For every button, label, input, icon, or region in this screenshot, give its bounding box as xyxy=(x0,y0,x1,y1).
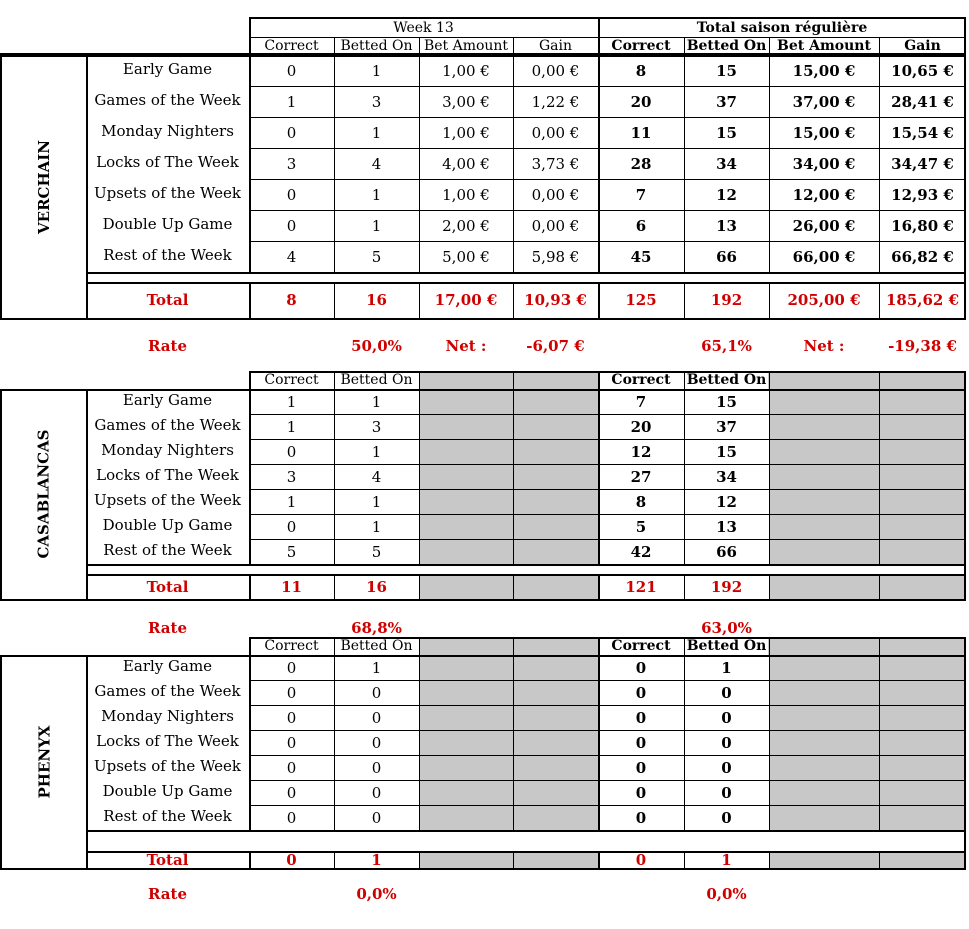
season-value: 0 xyxy=(635,683,647,702)
season-value: 0 xyxy=(635,758,647,777)
net-label: Net : xyxy=(445,337,487,355)
week-value: 0,00 € xyxy=(531,185,580,204)
column-header: Betted On xyxy=(686,37,767,54)
week-value: 0 xyxy=(371,808,382,827)
week-value: 1 xyxy=(286,417,297,436)
grid-line-v xyxy=(879,637,880,655)
season-value: 45 xyxy=(630,247,652,266)
season-value: 0 xyxy=(635,658,647,677)
grid-line-v xyxy=(513,637,514,655)
column-header: Betted On xyxy=(686,638,767,654)
total-label: Total xyxy=(146,850,189,869)
category-label: Locks of The Week xyxy=(96,732,239,750)
week-value: 0 xyxy=(286,758,297,777)
week-value: 1 xyxy=(371,185,382,204)
season-value: 6 xyxy=(635,216,647,235)
season-value: 5 xyxy=(635,517,647,536)
season-value: 1 xyxy=(721,658,732,677)
week-value: 0 xyxy=(286,683,297,702)
week-total: 0 xyxy=(286,850,297,869)
category-label: Upsets of the Week xyxy=(93,757,242,775)
season-total: 1 xyxy=(721,850,732,869)
week-value: 0 xyxy=(286,658,297,677)
column-header: Betted On xyxy=(340,37,413,54)
rate-label: Rate xyxy=(147,885,187,903)
season-value: 0 xyxy=(721,683,732,702)
season-value: 15,00 € xyxy=(792,123,856,142)
week-value: 3 xyxy=(286,467,297,486)
total-label: Total xyxy=(146,291,189,309)
season-value: 7 xyxy=(635,392,647,411)
team-name-label: VERCHAIN xyxy=(35,139,54,234)
season-value: 0 xyxy=(721,708,732,727)
week-value: 1,00 € xyxy=(442,185,490,204)
season-value: 34 xyxy=(716,154,737,173)
week-value: 1 xyxy=(371,61,382,80)
week-value: 0 xyxy=(286,61,297,80)
season-value: 34,00 € xyxy=(792,154,856,173)
team-name-label: CASABLANCAS xyxy=(35,429,53,559)
column-header: Bet Amount xyxy=(423,37,509,54)
gray-cell xyxy=(420,851,598,868)
grid-line-v xyxy=(769,655,770,830)
week-value: 0 xyxy=(286,517,297,536)
grid-line-v xyxy=(513,655,514,830)
week-value: 0 xyxy=(286,216,297,235)
season-value: 66 xyxy=(716,542,737,561)
grid-line-h xyxy=(86,564,966,566)
gray-cell xyxy=(420,389,598,564)
week-value: 1 xyxy=(286,392,297,411)
week-value: 0 xyxy=(371,733,382,752)
grid-line-v xyxy=(964,655,966,870)
category-label: Double Up Game xyxy=(102,782,233,800)
season-header: Total saison régulière xyxy=(696,20,868,36)
grid-line-v xyxy=(419,655,420,830)
week-total: 16 xyxy=(366,291,387,309)
category-label: Double Up Game xyxy=(102,516,233,534)
season-value: 0 xyxy=(635,708,647,727)
week-total: 17,00 € xyxy=(434,291,498,309)
season-value: 0 xyxy=(721,808,732,827)
week-total: 16 xyxy=(366,577,387,596)
season-value: 0 xyxy=(721,733,732,752)
grid-line-v xyxy=(769,389,770,564)
gray-cell xyxy=(420,655,598,830)
week-value: 1 xyxy=(371,123,382,142)
team-name xyxy=(2,655,86,868)
rate-label: Rate xyxy=(147,337,187,355)
gray-cell xyxy=(769,574,964,599)
season-value: 15,54 € xyxy=(891,123,954,142)
category-label: Double Up Game xyxy=(102,215,233,233)
week-header: Week 13 xyxy=(393,20,454,36)
season-value: 42 xyxy=(630,542,652,561)
week-value: 1 xyxy=(371,658,382,677)
gray-cell xyxy=(769,851,964,868)
grid-line-h xyxy=(86,272,966,274)
team-name xyxy=(2,55,86,318)
week-value: 1 xyxy=(371,392,382,411)
grid-line-v xyxy=(513,389,514,564)
season-value: 12 xyxy=(716,492,737,511)
gray-cell xyxy=(420,574,598,599)
season-total: 0 xyxy=(635,850,647,869)
grid-line-v xyxy=(879,574,880,599)
week-value: 4,00 € xyxy=(442,154,490,173)
season-value: 15 xyxy=(716,123,737,142)
grid-line-v xyxy=(419,851,420,868)
season-value: 20 xyxy=(630,417,652,436)
season-value: 26,00 € xyxy=(792,216,856,235)
season-value: 37 xyxy=(716,417,737,436)
category-label: Upsets of the Week xyxy=(93,491,242,509)
season-total: 185,62 € xyxy=(885,291,960,309)
season-value: 66,82 € xyxy=(891,247,954,266)
category-label: Locks of The Week xyxy=(96,466,239,484)
week-value: 4 xyxy=(286,247,297,266)
season-value: 13 xyxy=(716,216,737,235)
season-value: 7 xyxy=(635,185,647,204)
season-value: 0 xyxy=(635,733,647,752)
season-value: 10,65 € xyxy=(891,61,954,80)
season-value: 8 xyxy=(635,61,647,80)
grid-line-v xyxy=(964,389,966,601)
gray-cell xyxy=(769,373,964,389)
week-value: 0 xyxy=(286,123,297,142)
category-label: Rest of the Week xyxy=(103,807,232,825)
week-value: 0 xyxy=(371,783,382,802)
week-value: 1,00 € xyxy=(442,123,490,142)
column-header: Bet Amount xyxy=(777,37,871,54)
week-value: 5 xyxy=(286,542,297,561)
grid-line-v xyxy=(769,371,770,389)
rate-label: Rate xyxy=(147,619,187,637)
category-label: Upsets of the Week xyxy=(93,184,242,202)
column-header: Correct xyxy=(611,638,671,654)
week-value: 3 xyxy=(371,92,382,111)
category-label: Monday Nighters xyxy=(101,707,234,725)
category-label: Games of the Week xyxy=(94,91,241,109)
week-value: 0 xyxy=(286,783,297,802)
season-value: 27 xyxy=(630,467,652,486)
grid-line-h xyxy=(86,830,966,832)
grid-line-v xyxy=(419,371,420,389)
season-total: 192 xyxy=(710,291,743,309)
grid-line-h xyxy=(0,318,966,320)
season-value: 34 xyxy=(716,467,737,486)
season-rate: 0,0% xyxy=(706,885,747,903)
season-value: 66,00 € xyxy=(792,247,856,266)
week-value: 5,00 € xyxy=(442,247,490,266)
grid-line-v xyxy=(419,574,420,599)
season-value: 20 xyxy=(630,92,652,111)
week-rate: 0,0% xyxy=(356,885,397,903)
grid-line-h xyxy=(0,599,966,601)
week-value: 1,22 € xyxy=(531,92,580,111)
week-value: 1 xyxy=(286,92,297,111)
week-value: 5 xyxy=(371,542,382,561)
season-total: 205,00 € xyxy=(787,291,861,309)
category-label: Early Game xyxy=(122,657,213,675)
season-value: 11 xyxy=(630,123,652,142)
column-header: Betted On xyxy=(686,372,767,388)
season-value: 12,00 € xyxy=(792,185,856,204)
grid-line-v xyxy=(879,851,880,868)
season-value: 34,47 € xyxy=(891,154,954,173)
week-value: 1,00 € xyxy=(442,61,490,80)
week-value: 5,98 € xyxy=(531,247,580,266)
total-label: Total xyxy=(146,577,189,596)
season-value: 37,00 € xyxy=(792,92,856,111)
week-value: 0 xyxy=(286,808,297,827)
gray-cell xyxy=(769,389,964,564)
column-header: Gain xyxy=(538,37,573,54)
gray-cell xyxy=(769,655,964,830)
week-value: 4 xyxy=(371,467,382,486)
grid-line-v xyxy=(769,637,770,655)
week-value: 1 xyxy=(286,492,297,511)
net-label: Net : xyxy=(803,337,845,355)
grid-line-v xyxy=(964,637,966,655)
season-value: 66 xyxy=(716,247,737,266)
grid-line-v xyxy=(419,637,420,655)
week-value: 1 xyxy=(371,216,382,235)
season-value: 15 xyxy=(716,61,737,80)
week-total: 10,93 € xyxy=(524,291,587,309)
season-total: 192 xyxy=(710,577,743,596)
column-header: Correct xyxy=(611,372,671,388)
grid-line-v xyxy=(879,371,880,389)
category-label: Rest of the Week xyxy=(103,246,232,264)
week-value: 3 xyxy=(371,417,382,436)
season-value: 15 xyxy=(716,442,737,461)
grid-line-v xyxy=(419,389,420,564)
grid-line-v xyxy=(879,389,880,564)
season-value: 16,80 € xyxy=(891,216,954,235)
category-label: Rest of the Week xyxy=(103,541,232,559)
week-value: 2,00 € xyxy=(442,216,490,235)
week-value: 0 xyxy=(286,733,297,752)
column-header: Correct xyxy=(264,372,319,388)
season-net: -19,38 € xyxy=(888,337,957,355)
grid-line-v xyxy=(879,655,880,830)
grid-line-v xyxy=(769,851,770,868)
season-value: 28 xyxy=(630,154,652,173)
week-value: 3,00 € xyxy=(442,92,490,111)
category-label: Monday Nighters xyxy=(101,122,234,140)
week-total: 11 xyxy=(281,577,302,596)
grid-line-v xyxy=(964,371,966,389)
week-value: 1 xyxy=(371,442,382,461)
week-rate: 50,0% xyxy=(351,337,402,355)
season-value: 37 xyxy=(716,92,737,111)
week-net: -6,07 € xyxy=(526,337,585,355)
season-total: 125 xyxy=(625,291,657,309)
week-value: 0 xyxy=(371,683,382,702)
season-value: 12,93 € xyxy=(891,185,954,204)
season-value: 12 xyxy=(716,185,737,204)
season-rate: 63,0% xyxy=(701,619,752,637)
week-value: 4 xyxy=(371,154,382,173)
week-total: 8 xyxy=(286,291,297,309)
category-label: Games of the Week xyxy=(94,416,241,434)
season-value: 8 xyxy=(635,492,647,511)
season-value: 15 xyxy=(716,392,737,411)
season-total: 121 xyxy=(625,577,657,596)
week-value: 0,00 € xyxy=(531,216,580,235)
week-value: 5 xyxy=(371,247,382,266)
week-value: 0 xyxy=(371,758,382,777)
category-label: Locks of The Week xyxy=(96,153,239,171)
team-name xyxy=(2,389,86,599)
grid-line-v xyxy=(769,574,770,599)
category-label: Games of the Week xyxy=(94,682,241,700)
week-value: 0 xyxy=(286,185,297,204)
season-value: 13 xyxy=(716,517,737,536)
team-name-label: PHENYX xyxy=(34,725,53,798)
season-value: 12 xyxy=(630,442,652,461)
season-value: 0 xyxy=(635,808,647,827)
season-value: 0 xyxy=(721,758,732,777)
week-value: 1 xyxy=(371,517,382,536)
week-value: 3 xyxy=(286,154,297,173)
season-value: 28,41 € xyxy=(891,92,954,111)
week-value: 0 xyxy=(286,442,297,461)
week-value: 0,00 € xyxy=(531,123,580,142)
grid-line-h xyxy=(0,868,966,870)
season-rate: 65,1% xyxy=(701,337,752,355)
column-header: Gain xyxy=(904,37,941,54)
column-header: Betted On xyxy=(340,372,413,388)
week-total: 1 xyxy=(371,850,382,869)
category-label: Early Game xyxy=(122,60,213,78)
week-value: 0,00 € xyxy=(531,61,580,80)
season-value: 15,00 € xyxy=(792,61,856,80)
column-header: Betted On xyxy=(340,638,413,654)
gray-cell xyxy=(769,639,964,655)
week-value: 1 xyxy=(371,492,382,511)
column-header: Correct xyxy=(264,37,319,54)
season-value: 0 xyxy=(721,783,732,802)
week-value: 0 xyxy=(286,708,297,727)
week-value: 3,73 € xyxy=(531,154,580,173)
category-label: Early Game xyxy=(122,391,213,409)
week-rate: 68,8% xyxy=(351,619,402,637)
grid-line-v xyxy=(513,371,514,389)
week-value: 0 xyxy=(371,708,382,727)
grid-line-v xyxy=(513,851,514,868)
grid-line-v xyxy=(513,574,514,599)
season-value: 0 xyxy=(635,783,647,802)
column-header: Correct xyxy=(264,638,319,654)
category-label: Monday Nighters xyxy=(101,441,234,459)
column-header: Correct xyxy=(611,37,671,54)
